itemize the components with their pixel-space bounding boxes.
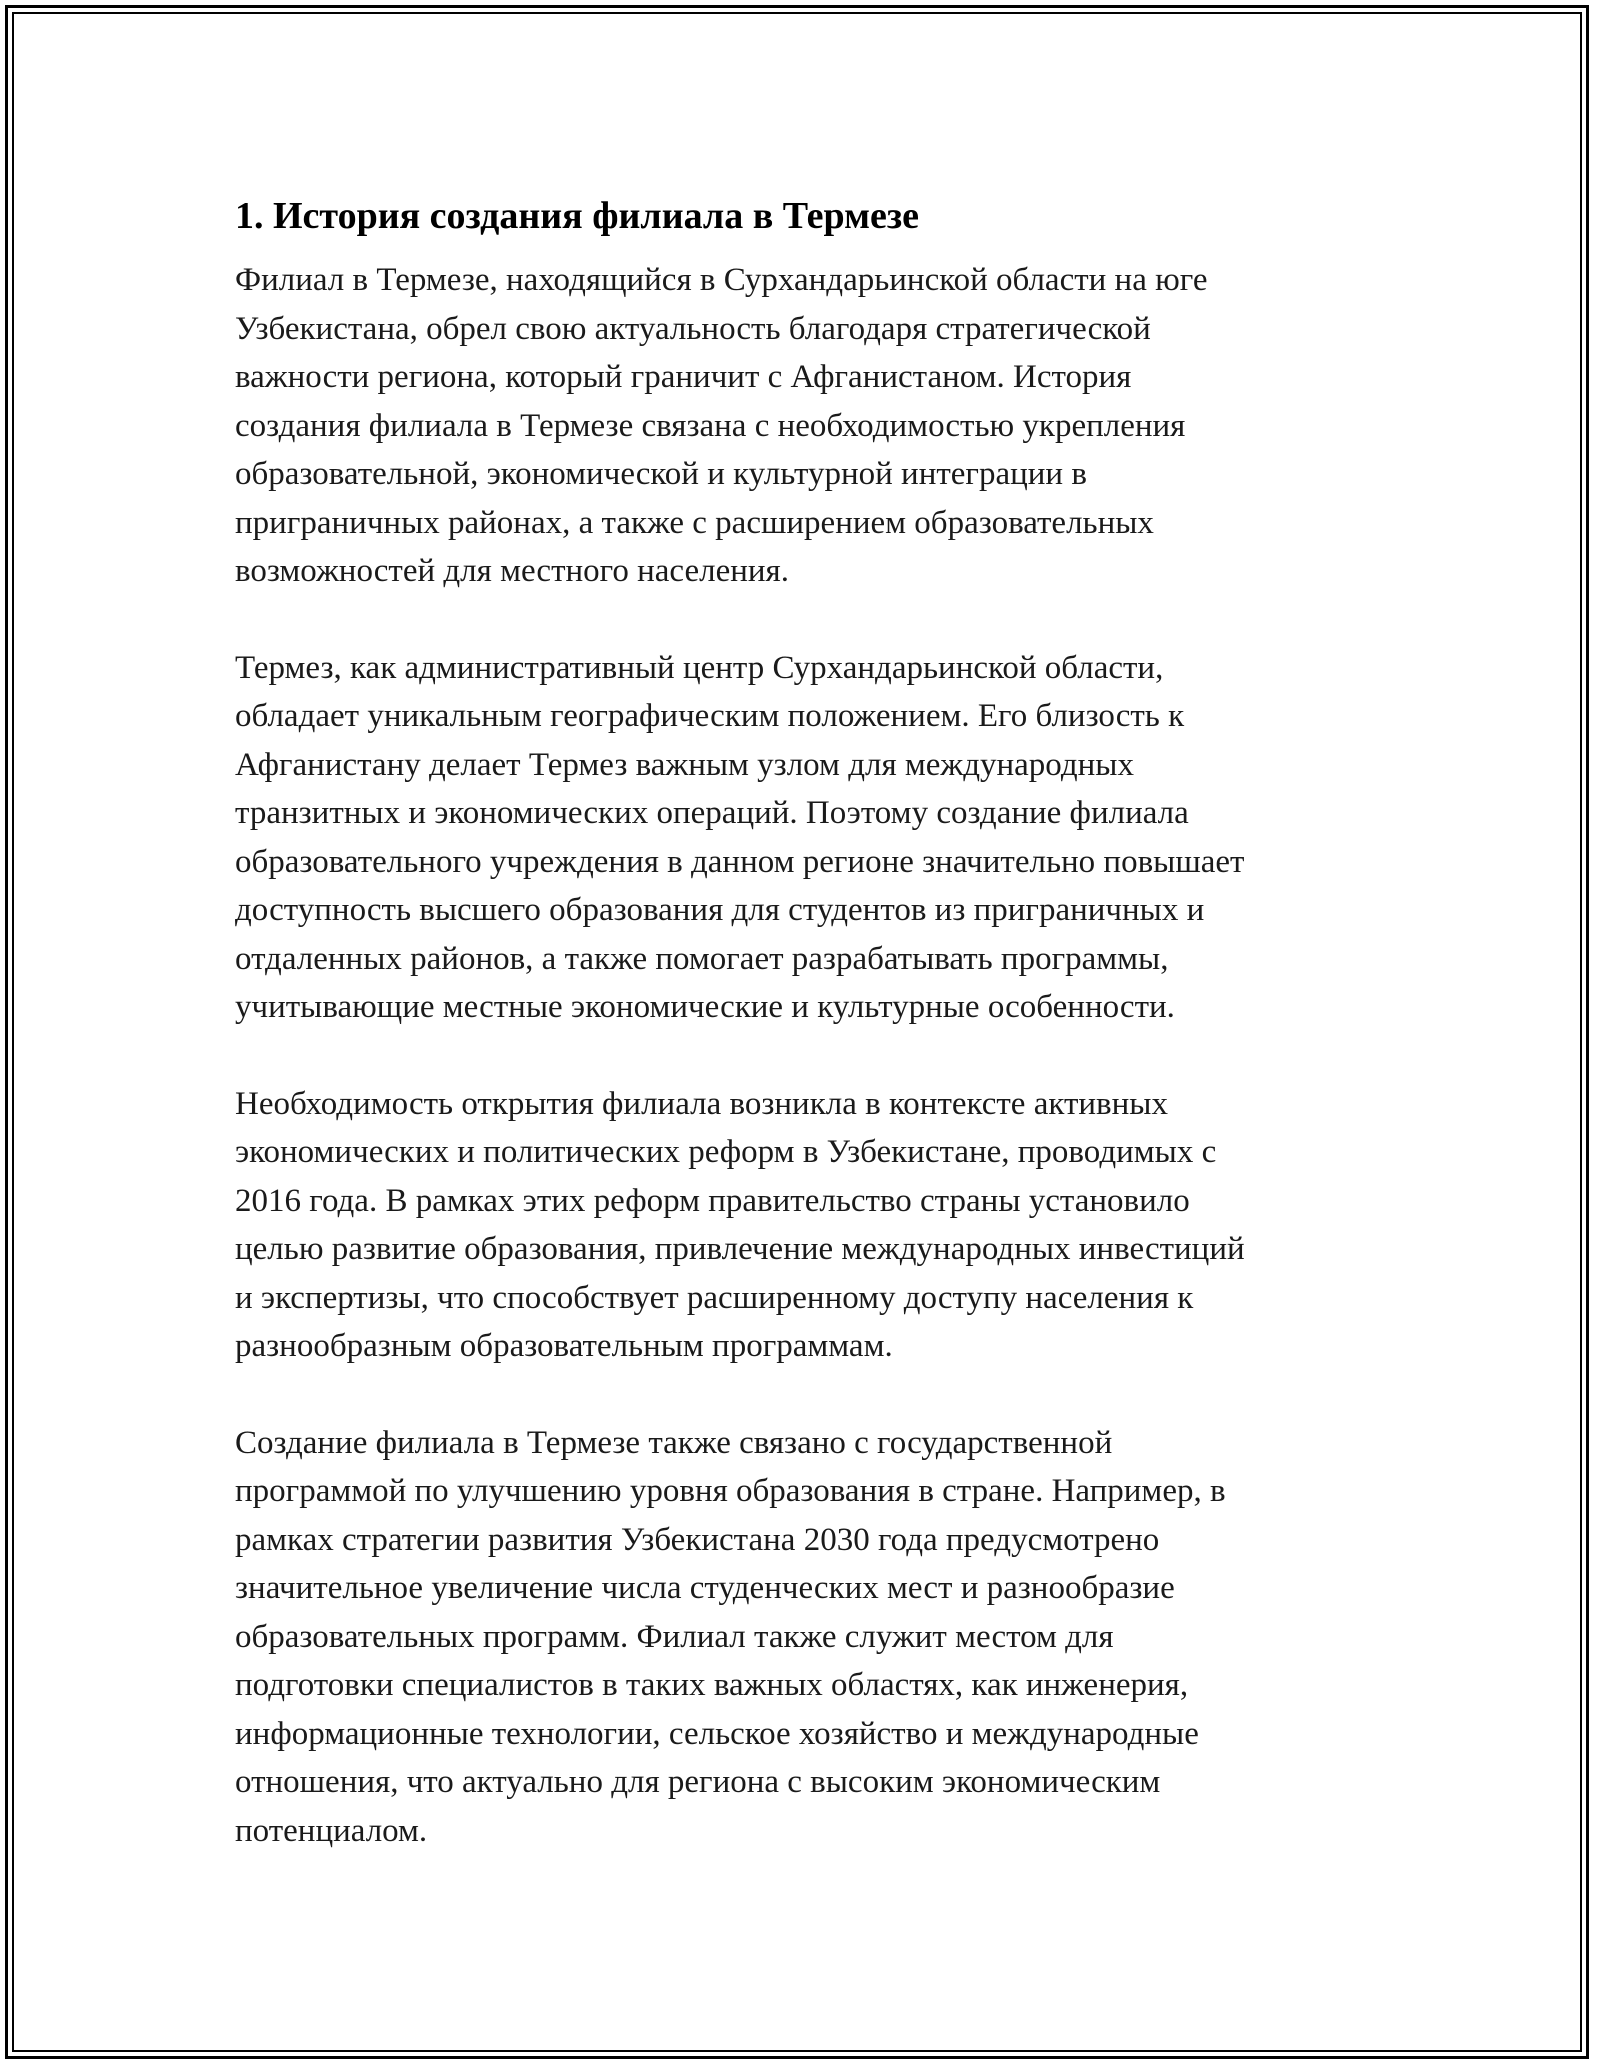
text-line: учитывающие местные экономические и культурные особенности. <box>235 989 1175 1025</box>
text-line: Узбекистана, обрел свою актуальность благодаря стратегической <box>235 310 1151 347</box>
paragraph-4 <box>235 1419 1395 1856</box>
text-line: Афганистану делает Термез важным узлом для международных <box>235 746 1134 783</box>
paragraph-1 <box>235 256 1395 596</box>
text-line: потенциалом. <box>235 1812 428 1849</box>
text-line: и экспертизы, что способствует расширенному доступу населения к <box>235 1279 1194 1316</box>
text-line: образовательной, экономической и культурной интеграции в <box>235 456 1087 492</box>
text-line: приграничных районах, а также с расширением образовательных <box>235 504 1154 541</box>
text-line: разнообразным образовательным программам. <box>235 1328 893 1364</box>
text-line: информационные технологии, сельское хозяйство и международные <box>235 1715 1199 1752</box>
text-line: рамках стратегии развития Узбекистана 2030 года предусмотрено <box>235 1521 1160 1558</box>
text-line: Филиал в Термезе, находящийся в Сурхандарьинской области на юге <box>235 262 1208 298</box>
text-line: отношения, что актуально для региона с высоким экономическим <box>235 1764 1161 1800</box>
text-line: образовательных программ. Филиал также служит местом для <box>235 1618 1114 1655</box>
text-line: подготовки специалистов в таких важных областях, как инженерия, <box>235 1667 1189 1703</box>
text-line: создания филиала в Термезе связана с необходимостью укрепления <box>235 407 1186 444</box>
text-line: Необходимость открытия филиала возникла в контексте активных <box>235 1085 1168 1122</box>
document-body <box>235 180 1395 1903</box>
text-line: 2016 года. В рамках этих реформ правительство страны установило <box>235 1182 1190 1219</box>
text-line: важности региона, который граничит с Афганистаном. История <box>235 359 1132 395</box>
text-line: возможностей для местного населения. <box>235 553 789 589</box>
text-line: доступность высшего образования для студентов из приграничных и <box>235 892 1205 928</box>
text-line: Термез, как административный центр Сурхандарьинской области, <box>235 649 1164 686</box>
text-line: целью развитие образования, привлечение международных инвестиций <box>235 1231 1245 1267</box>
text-line: транзитных и экономических операций. Поэтому создание филиала <box>235 795 1189 831</box>
section-title: 1. История создания филиала в Термезе <box>235 195 919 237</box>
text-line: Создание филиала в Термезе также связано с государственной <box>235 1424 1113 1461</box>
text-line: экономических и политических реформ в Узбекистане, проводимых с <box>235 1134 1217 1170</box>
text-line: программой по улучшению уровня образования в стране. Например, в <box>235 1473 1226 1509</box>
text-line: значительное увеличение числа студенческих мест и разнообразие <box>235 1570 1175 1606</box>
paragraph-2 <box>235 644 1395 1032</box>
text-line: образовательного учреждения в данном регионе значительно повышает <box>235 843 1245 880</box>
paragraph-3 <box>235 1080 1395 1371</box>
text-line: отдаленных районов, а также помогает разрабатывать программы, <box>235 940 1169 977</box>
text-line: обладает уникальным географическим положением. Его близость к <box>235 698 1185 734</box>
